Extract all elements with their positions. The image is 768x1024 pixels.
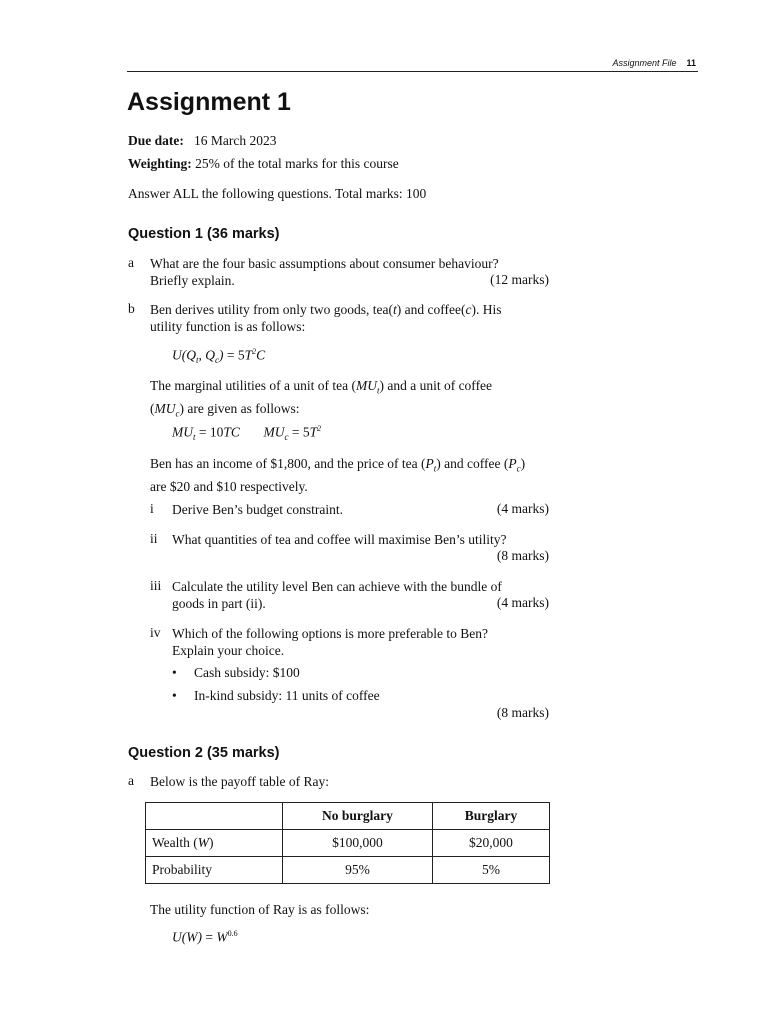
option-in-kind-subsidy: In-kind subsidy: 11 units of coffee [194, 688, 380, 703]
part-iii-label: iii [150, 578, 162, 593]
page-number: 11 [686, 58, 696, 68]
table-cell: $20,000 [432, 830, 549, 857]
part-ii-marks: (8 marks) [496, 548, 549, 563]
weighting [128, 156, 399, 172]
utility-intro: The utility function of Ray is as follows: [150, 902, 370, 917]
part-iii-text1: Calculate the utility level Ben can achieve with the bundle of [172, 579, 502, 594]
part-iii-marks: (4 marks) [496, 595, 549, 610]
part-iv-marks: (8 marks) [496, 705, 549, 720]
q2a-label: a [128, 773, 134, 788]
part-iv-text2: Explain your choice. [172, 643, 285, 658]
marginal-utilities-intro: The marginal utilities of a unit of tea $(MU_t)$ and a unit of coffee $(MU_c)$ are given as follows: [150, 378, 493, 419]
part-iv-text1: Which of the following options is more preferable to Ben? [172, 626, 489, 641]
q1b-intro-line2: utility function is as follows: [150, 319, 306, 334]
part-iii-text2: goods in part (ii). [172, 596, 266, 611]
table-row [146, 857, 550, 884]
option-cash-subsidy: Cash subsidy: $100 [194, 665, 300, 680]
ray-utility-formula: $U(W) = W^{0.6}$ [172, 929, 238, 945]
part-i-label: i [150, 501, 154, 516]
utility-function-formula: $U(Q_t$, $Q_c) = 5T^2C$ [172, 347, 266, 366]
q1a-line2: Briefly explain. [150, 273, 235, 288]
header-rule [127, 71, 698, 72]
instructions: Answer ALL the following questions. Total marks: 100 [128, 186, 427, 201]
income-prices-text: Ben has an income of $1,800, and the price of tea $(P_t)$ and coffee $(P_c)$ are $20 and $10 respectively. [150, 456, 526, 494]
table-row-label: Probability [146, 857, 283, 884]
table-header-cell: No burglary [283, 803, 433, 830]
payoff-table [145, 802, 550, 884]
table-cell: 5% [432, 857, 549, 884]
q1a-label: a [128, 255, 134, 270]
table-header-cell [146, 803, 283, 830]
bullet-icon: • [172, 688, 177, 703]
q1b-intro: Ben derives utility from only two goods, tea(t) and coffee(c). His [150, 302, 502, 317]
q1a-line1: What are the four basic assumptions about consumer behaviour? [150, 256, 499, 271]
question-2-heading: Question 2 (35 marks) [128, 745, 280, 761]
header-section: Assignment File [612, 58, 677, 68]
table-row [146, 830, 550, 857]
part-ii-text: What quantities of tea and coffee will maximise Ben’s utility? [172, 532, 507, 547]
q1b-label: b [128, 301, 135, 316]
part-i-text: Derive Ben’s budget constraint. [172, 502, 343, 517]
marginal-utilities-formula: $MU_t = 10TC$ $MU_c = 5T^2$ [172, 424, 322, 443]
table-cell: 95% [283, 857, 433, 884]
page-title: Assignment 1 [127, 88, 291, 116]
bullet-icon: • [172, 665, 177, 680]
question-1-heading: Question 1 (36 marks) [128, 226, 280, 242]
part-ii-label: ii [150, 531, 158, 546]
due-value: 16 March 2023 [194, 133, 277, 148]
running-header [612, 58, 696, 68]
table-header-row [146, 803, 550, 830]
part-iv-label: iv [150, 625, 161, 640]
table-header-cell: Burglary [432, 803, 549, 830]
table-row-label: Wealth (W) [146, 830, 283, 857]
weighting-label: Weighting: [128, 156, 192, 171]
part-i-marks: (4 marks) [496, 501, 549, 516]
table-cell: $100,000 [283, 830, 433, 857]
due-label: Due date: [128, 133, 184, 148]
weighting-value: 25% of the total marks for this course [195, 156, 399, 171]
q2a-text: Below is the payoff table of Ray: [150, 774, 329, 789]
due-date [128, 133, 276, 149]
q1a-marks: (12 marks) [490, 272, 549, 287]
